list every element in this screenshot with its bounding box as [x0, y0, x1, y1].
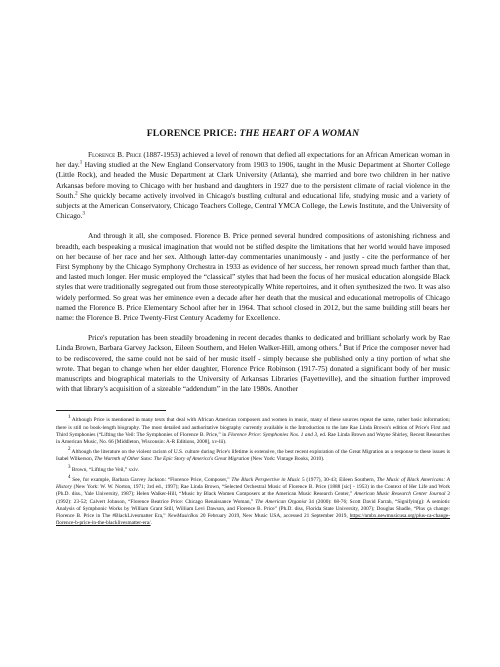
footnote-text: 2 (1992): 23-52; Calvert Johnson, “Florence Beatrice Price: Chicago Renaissance Woman,” — [56, 491, 450, 505]
footnote-ref[interactable]: 1 — [79, 160, 83, 166]
footnote-number: 1 — [68, 415, 71, 421]
footnote-text: 20 February 2019, New Music USA, accessed 21 September 2019, — [198, 512, 350, 519]
title-subtitle: THE HEART OF A WOMAN — [239, 128, 360, 139]
paragraph-text: But if Price the composer never had to be rediscovered, the same could not be said of her music itself - simply because she published only a tiny portion of what she wrote. That began to change when her elder daughter, Florence Price Robinson (1917-75) donated a significant body of her music manuscripts and biographical materials to the University of Arkansas Libraries (Fayetteville), and the situation further improved with that library's acquisition of a sizeable “addendum” in the late 1980s. Another — [56, 343, 450, 394]
footnote-text: Brown, “Lifting the Veil,” xxiv. — [70, 466, 139, 473]
paragraph-text: And through it all, she composed. Florence B. Price penned several hundred compositions of astonishing richness and breadth, each bespeaking a musical imagination that would not be stifled despite the limitations that her world would have imposed on her because of her race and her sex. Although latter-day commentaries unanimously - and justly - cite the performance of her First Symphony by the Chicago Symphony Orchestra in 1933 as evidence of her success, her renown spread much farther than that, and lasted much longer. Her music employed the “classical” styles that had been the focus of her musical education alongside Black styles that were traditionally segregated out from those stereotypically White repertoires, and it often synthesized the two. It was also widely performed. So great was her eminence even a decade after her death that the musical and educational metropolis of Chicago named the Florence B. Price Elementary School after her in 1964. That school closed in 2012, but the same building still bears her name: the Florence B. Price Twenty-First Century Academy for Excellence. — [56, 231, 450, 323]
footnote-title: Florence Price: Symphonies Nos. 1 and 3 — [227, 431, 318, 438]
footnote-text: . — [150, 520, 152, 527]
paragraph-text: Price's reputation has been steadily broadening in recent decades thanks to dedicated and brilliant scholarly work by Rae Linda Brown, Barbara Garvey Jackson, Eileen Southern, and Helen Walker-Hill, among others. — [56, 333, 450, 353]
paragraph-text: (1887-1953) achieved a level of renown that defied all expectations for an African American woman in her day. — [56, 150, 450, 170]
footnote-3 — [56, 464, 450, 474]
footnote-text: (New York: Vintage Books, 2010). — [249, 456, 325, 463]
title-main: FLORENCE PRICE: — [146, 128, 240, 139]
paragraph-3 — [56, 333, 450, 394]
footnote-title: The Warmth of Other Suns: The Epic Story of America's Great Migration — [94, 456, 250, 463]
page-content — [56, 128, 450, 530]
footnote-number: 2 — [68, 447, 71, 453]
footnote-divider — [56, 410, 166, 411]
paragraph-1 — [56, 150, 450, 221]
paragraph-text: She quickly became actively involved in Chicago's bustling cultural and educational life, studying music and a variety of subjects at the American Conservatory, Chicago Teachers College, Central YMCA College, the Lewis Institute, and the University of Chicago. — [56, 190, 450, 221]
paragraph-text: Having studied at the New England Conservatory from 1903 to 1906, taught in the Music Department at Shorter College (Little Rock), and headed the Music Department at Clark University (Atlanta), she married and bore two children in her native Arkansas before moving to Chicago with her husband and daughters in 1927 due to the persistent climate of racial violence in the South. — [56, 160, 450, 200]
footnote-link[interactable]: https://nmbx.newmusicusa.org/plus-ca-change-florence-b-price-in-the-blacklivesmatter-era/ — [56, 512, 450, 527]
footnote-title: The American Organist — [255, 498, 307, 505]
lead-name: Florence B. Price — [88, 150, 142, 159]
footnote-text: , ed. Rae Linda Brown and Wayne Shirley, Recent Researches in American Music, No. 66 [Middleton, Wisconsin: A-R Editions, 2008], xv-lii). — [56, 431, 451, 446]
footnote-text: 5 (1977), 30-43; Eileen Southern, — [300, 476, 377, 483]
footnote-text: See, for example, Barbara Garvey Jackson: “Florence Price, Composer,” — [70, 476, 232, 483]
footnote-number: 4 — [68, 475, 71, 481]
footnote-text: (New York: W. W. Norton, 1971; 3rd ed., 1997); Rae Linda Brown, “Selected Orchestral Music of Florence B. Price (1888 [sic] - 1953) in the Context of Her Life and Work (Ph.D. diss., Yale University, 1987); Helen Walker-Hill, “Music by Black Women Composers at the American Music Research Center,” — [56, 484, 450, 498]
footnote-ref[interactable]: 2 — [75, 191, 78, 197]
footnote-title: NewMusicBox — [167, 512, 199, 519]
paragraph-2 — [56, 231, 450, 323]
footnote-title: The Music of Black Americans: A History — [56, 476, 451, 491]
footnote-1 — [56, 417, 450, 446]
footnote-ref[interactable]: 3 — [82, 211, 85, 217]
footnote-text: 34 (2000): 68-76; Scott David Farrah, “Signifyin(g): A semiotic Analysis of Symphonic Works by William Grant Still, William Levi Dawson, and Florence B. Price” (Ph.D. diss, Florida State University, 2007); Douglas Shadle, “Plus ça change: Florence B. Price in The #BlackLivesmatter Era,” — [56, 498, 451, 519]
page-title — [56, 128, 450, 140]
footnote-ref[interactable]: 4 — [338, 343, 342, 349]
footnote-number: 3 — [68, 464, 71, 470]
footnote-2 — [56, 449, 450, 463]
footnote-4 — [56, 477, 450, 527]
footnote-text: Although the literature on the violent racism of U.S. culture during Price's lifetime is extensive, the best recent exploration of the Great Migration as a response to these issues is Isabel Wilkerson, — [56, 449, 450, 463]
footnote-text: Although Price is mentioned in many texts that deal with African American composers and women in music, many of these sources repeat the same, rather basic information; there is still no book-length biography. The most detailed and authoritative biography currently available is the Introduction to the late Rae Linda Brown's edition of Price's First and Third Symphonies (“Lifting the Veil: The Symphonies of Florence B. Price,” in — [56, 417, 450, 438]
footnote-title: American Music Research Center Journal — [354, 491, 446, 498]
footnote-title: The Black Perspective in Music — [231, 476, 301, 483]
